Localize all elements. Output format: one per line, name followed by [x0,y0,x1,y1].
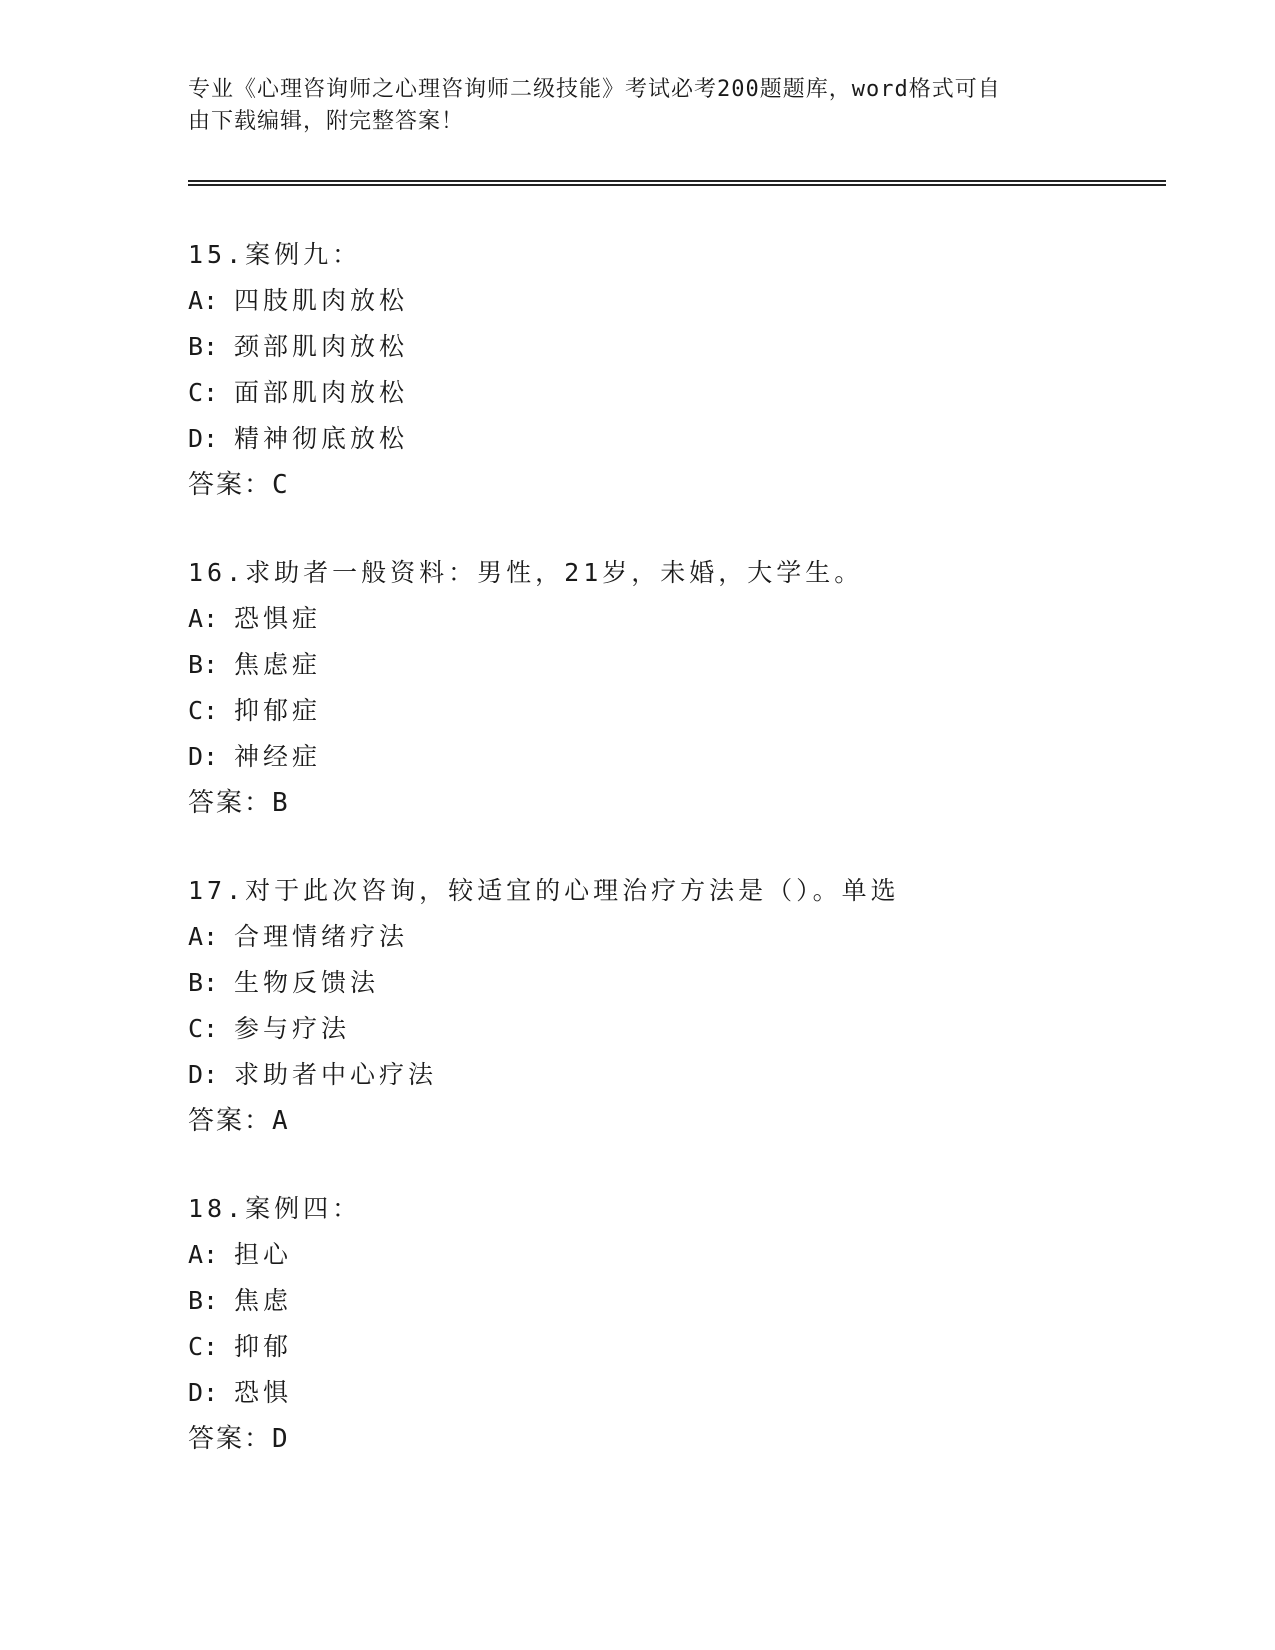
option-text: 合理情绪疗法 [234,922,409,951]
option-letter: D: [188,424,219,453]
option-text: 抑郁症 [234,696,322,725]
option-d [188,1370,1188,1416]
question-block [188,1186,1188,1462]
option-letter: A: [188,286,219,315]
header-line-1: 专业《心理咨询师之心理咨询师二级技能》考试必考200题题库，word格式可自 [188,77,1001,102]
option-b [188,324,1188,370]
question-block [188,550,1188,826]
option-text: 抑郁 [234,1332,293,1361]
question-stem: 16.求助者一般资料：男性，21岁，未婚，大学生。 [188,558,864,587]
option-c [188,370,1188,416]
answer-label: 答案： [188,470,273,500]
option-c [188,1006,1188,1052]
option-a [188,596,1188,642]
option-d [188,1052,1188,1098]
option-letter: C: [188,1014,219,1043]
question-stem: 17.对于此次咨询，较适宜的心理治疗方法是（）。单选 [188,876,900,905]
option-text: 四肢肌肉放松 [234,286,409,315]
question-stem: 18.案例四： [188,1194,362,1223]
question-block [188,232,1188,508]
answer-label: 答案： [188,1424,273,1454]
option-text: 焦虑症 [234,650,322,679]
option-letter: B: [188,332,219,361]
answer-line [188,780,1188,826]
option-text: 参与疗法 [234,1014,351,1043]
option-text: 颈部肌肉放松 [234,332,409,361]
option-text: 生物反馈法 [234,968,380,997]
option-letter: A: [188,922,219,951]
option-a [188,278,1188,324]
option-d [188,734,1188,780]
answer-value: A [272,1106,288,1136]
option-letter: D: [188,742,219,771]
option-letter: B: [188,650,219,679]
option-a [188,914,1188,960]
answer-value: B [272,788,288,818]
question-stem: 15.案例九： [188,240,362,269]
option-letter: A: [188,1240,219,1269]
option-c [188,688,1188,734]
option-text: 焦虑 [234,1286,293,1315]
answer-label: 答案： [188,1106,273,1136]
option-text: 恐惧 [234,1378,293,1407]
option-b [188,642,1188,688]
answer-value: D [272,1424,288,1454]
question-block [188,868,1188,1144]
option-d [188,416,1188,462]
option-letter: B: [188,1286,219,1315]
option-text: 神经症 [234,742,322,771]
option-letter: D: [188,1378,219,1407]
answer-value: C [272,470,288,500]
header-line-2: 由下载编辑，附完整答案！ [188,109,465,134]
option-c [188,1324,1188,1370]
option-text: 面部肌肉放松 [234,378,409,407]
option-text: 求助者中心疗法 [234,1060,438,1089]
document-header [188,74,1088,138]
option-letter: D: [188,1060,219,1089]
option-letter: C: [188,1332,219,1361]
option-text: 恐惧症 [234,604,322,633]
option-a [188,1232,1188,1278]
answer-label: 答案： [188,788,273,818]
option-text: 担心 [234,1240,293,1269]
option-b [188,1278,1188,1324]
option-letter: A: [188,604,219,633]
option-b [188,960,1188,1006]
option-letter: C: [188,378,219,407]
header-double-rule [188,180,1166,186]
answer-line [188,462,1188,508]
option-text: 精神彻底放松 [234,424,409,453]
option-letter: B: [188,968,219,997]
answer-line [188,1416,1188,1462]
option-letter: C: [188,696,219,725]
answer-line [188,1098,1188,1144]
